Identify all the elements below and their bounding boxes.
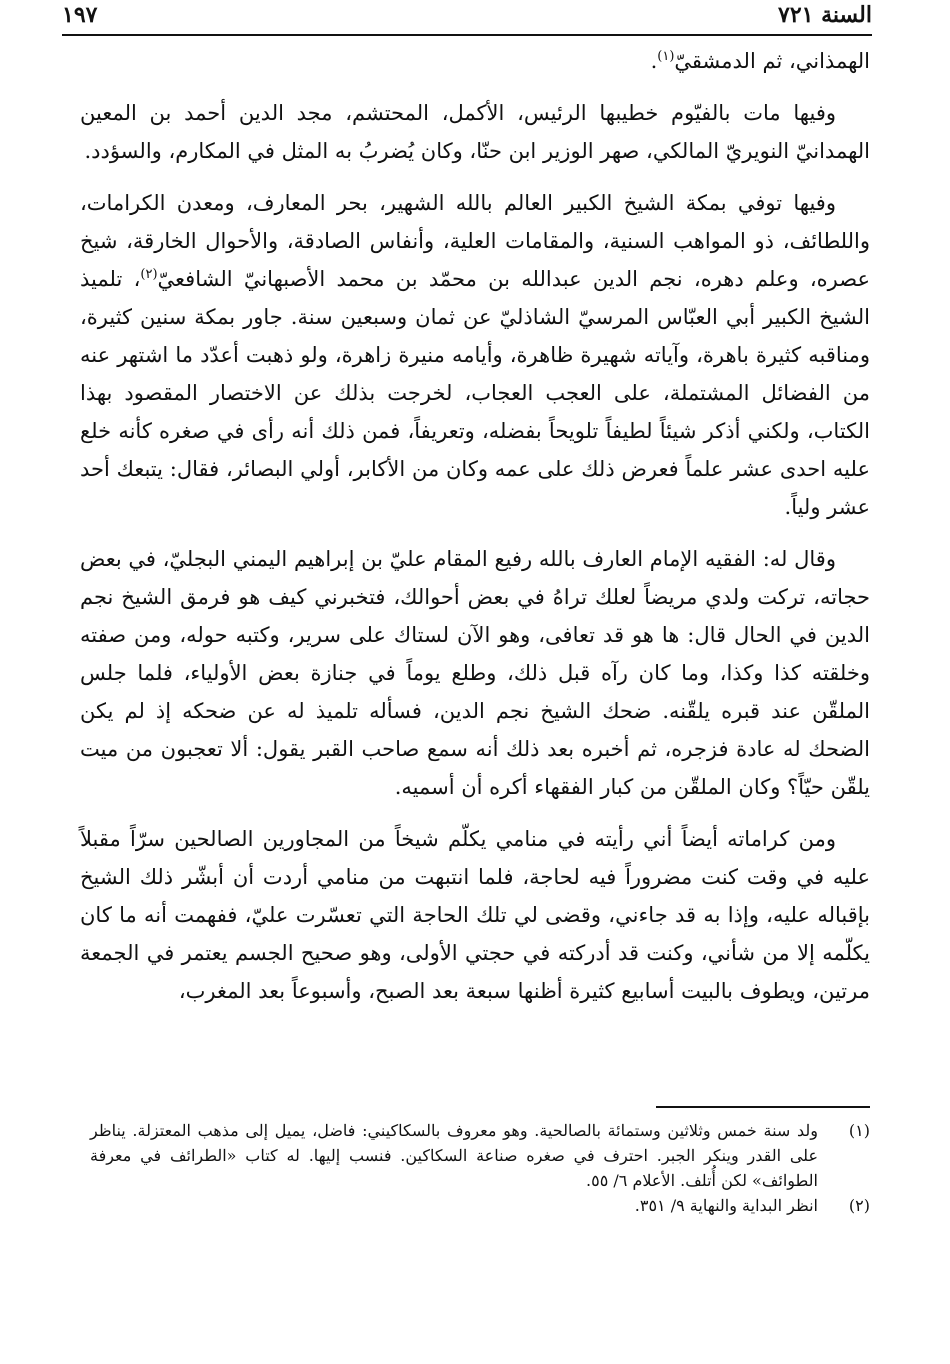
footnotes <box>90 1118 870 1218</box>
main-text <box>80 42 870 1024</box>
footnote-1-text: ولد سنة خمس وثلاثين وستمائة بالصالحية. وهو معروف بالسكاكيني: فاضل، يميل إلى مذهب المعتزلة. يناظر على القدر وينكر الجبر. احترف في صغره صناعة السكاكين. فنسب إليها. له كتاب «الطرائف في معرفة الطوائف» لكن أُتلف. الأعلام ٦/ ٥٥. <box>90 1121 818 1190</box>
paragraph-3-after: ، تلميذ الشيخ الكبير أبي العبّاس المرسيّ الشاذليّ عن ثمان وسبعين سنة. جاور بمكة سنين كثيرة، ومناقبه كثيرة باهرة، وآياته شهيرة ظاهرة، وأيامه منيرة زاهرة، ولو ذهبت أعدّد ما اشتهر عنه من الفضائل المشتملة، على العجب العجاب، لخرجت بذلك عن الاختصار المقصود بهذا الكتاب، ولكني أذكر شيئاً لطيفاً تلويحاً بفضله، وتعريفاً، فمن ذلك أنه رأى في صغره كأنه خلع عليه احدى عشر علماً فعرض ذلك على عمه وكان من الأكابر، أولي البصائر، فقال: يتبعك أحد عشر ولياً. <box>80 267 870 519</box>
page-number: ١٩٧ <box>62 2 98 28</box>
footnote-1 <box>90 1118 870 1193</box>
footnote-divider <box>656 1106 870 1108</box>
footnote-2-number: (٢) <box>848 1196 870 1215</box>
paragraph-3 <box>80 184 870 526</box>
running-head: السنة ٧٢١ <box>778 2 872 28</box>
paragraph-5: ومن كراماته أيضاً أني رأيته في منامي يكلّم شيخاً من المجاورين الصالحين سرّاً مقبلاً عليه في وقت كنت مضروراً فيه لحاجة، فلما انتبهت من منامي أردت أن أبشّر ذلك الشيخ بإقباله عليه، وإذا به قد جاءني، وقضى لي تلك الحاجة التي تعسّرت عليّ، ففهمت أنه ما كان يكلّمه إلا من شأني، وكنت قد أدركته في حجتي الأولى، وهو صحيح الجسم يعتمر في الجمعة مرتين، ويطوف بالبيت أسابيع كثيرة أظنها سبعة بعد الصبح، وأسبوعاً بعد المغرب، <box>80 827 870 1003</box>
paragraph-1-end: . <box>650 49 658 73</box>
footnote-ref-1: (١) <box>657 49 675 64</box>
page-header <box>62 0 872 36</box>
paragraph-2: وفيها مات بالفيّوم خطيبها الرئيس، الأكمل، المحتشم، مجد الدين أحمد بن المعين الهمدانيّ النويريّ المالكي، صهر الوزير ابن حنّا، وكان يُضربُ به المثل في المكارم، والسؤدد. <box>80 101 870 163</box>
footnote-ref-2: (٢) <box>140 267 158 282</box>
paragraph-1-text: الهمذاني، ثم الدمشقيّ <box>674 49 870 73</box>
paragraph-3-before: وفيها توفي بمكة الشيخ الكبير العالم بالله الشهير، بحر المعارف، ومعدن الكرامات، واللطائف، ذو المواهب السنية، والمقامات العلية، وأنفاس الصادقة، والأحوال الخارقة، شيخ عصره، وعلم دهره، نجم الدين عبدالله بن محمّد بن محمد الأصبهانيّ الشافعيّ <box>80 191 870 291</box>
footnote-2 <box>90 1193 870 1218</box>
paragraph-1 <box>80 42 870 80</box>
paragraph-4: وقال له: الفقيه الإمام العارف بالله رفيع المقام عليّ بن إبراهيم اليمني البجليّ، في بعض حجاته، تركت ولدي مريضاً لعلك تراهُ في بعض أحوالك، فتخبرني كيف هو فرمق الشيخ نجم الدين في الحال قال: ها هو قد تعافى، وهو الآن لستاك على سرير، وكتبه حوله، ومن صفته وخلقته كذا وكذا، وما كان رآه قبل ذلك، وطلع يوماً في جنازة بعض الأولياء، فلما جلس الملقّن عند قبره يلقّنه. ضحك الشيخ نجم الدين، فسأله تلميذ له عن ضحكه إذ لم يكن الضحك له عادة فزجره، ثم أخبره بعد ذلك أنه سمع صاحب القبر يقول: ألا تعجبون من ميت يلقّن حيّاً؟ وكان الملقّن من كبار الفقهاء أكره أن أسميه. <box>80 547 870 799</box>
footnote-1-number: (١) <box>848 1121 870 1140</box>
footnote-2-text: انظر البداية والنهاية ٩/ ٣٥١. <box>634 1196 818 1215</box>
